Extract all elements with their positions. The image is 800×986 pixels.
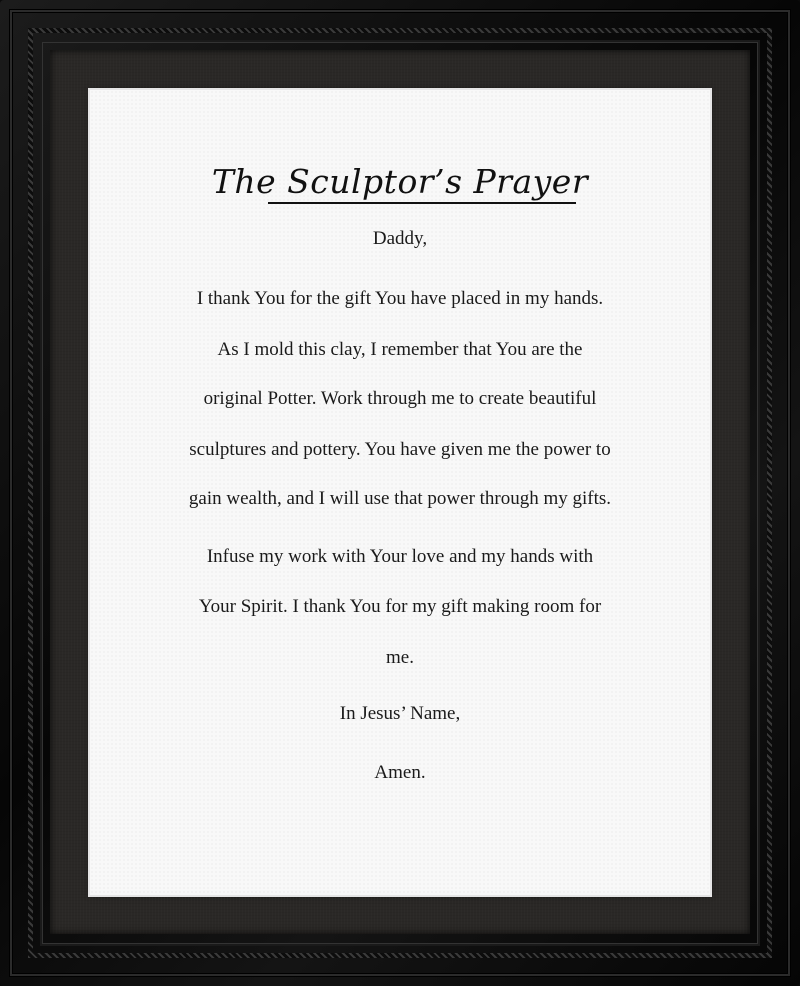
- page-title: The Sculptor’s Prayer: [211, 162, 589, 201]
- amen-line: Amen.: [374, 762, 426, 783]
- prayer-line: sculptures and pottery. You have given me the power to: [189, 439, 611, 460]
- prayer-line: Infuse my work with Your love and my hands with: [206, 546, 594, 567]
- closing-line: In Jesus’ Name,: [339, 703, 461, 724]
- prayer-page: [90, 90, 710, 895]
- prayer-line: gain wealth, and I will use that power through my gifts.: [188, 488, 612, 509]
- prayer-line: original Potter. Work through me to create beautiful: [203, 388, 597, 409]
- prayer-line: As I mold this clay, I remember that You are the: [217, 339, 583, 360]
- prayer-line: Your Spirit. I thank You for my gift making room for: [198, 596, 602, 617]
- prayer-line: me.: [386, 647, 414, 668]
- title-underline: [268, 202, 576, 204]
- salutation: Daddy,: [372, 228, 428, 249]
- prayer-line: I thank You for the gift You have placed in my hands.: [196, 288, 604, 309]
